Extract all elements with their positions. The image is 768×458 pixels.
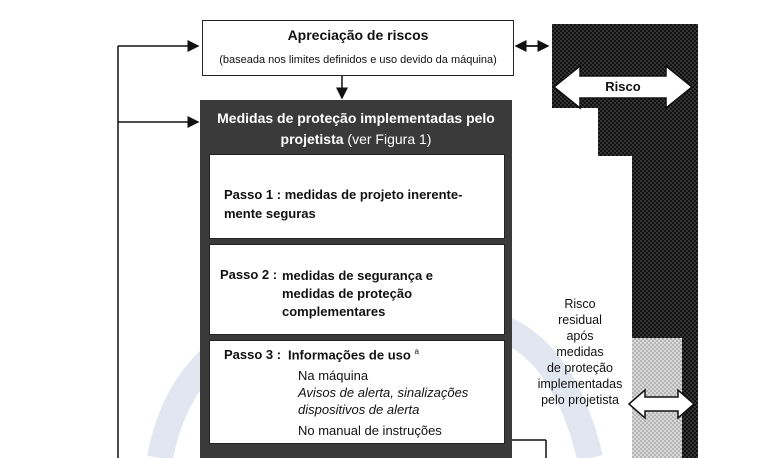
risk-label: Risco (605, 79, 641, 94)
step2-text-line2: medidas de proteção (282, 286, 413, 301)
residual-risk-line4: medidas (556, 345, 604, 359)
step3-item2-line2: dispositivos de alerta (298, 402, 420, 417)
residual-risk-text (524, 296, 636, 408)
step2-text-line3: complementares (282, 304, 386, 319)
step3-title: Informações de uso (288, 347, 411, 363)
designer-measures-title-line1: Medidas de proteção implementadas pelo (217, 110, 495, 126)
residual-risk-line7: pelo projetista (541, 393, 619, 407)
step1-line1 (224, 185, 462, 204)
residual-risk-line5: de proteção (546, 361, 614, 375)
step2-box (209, 244, 505, 335)
designer-measures-title-bold: projetista (280, 131, 344, 147)
step1-text-line2: mente seguras (224, 206, 316, 221)
step1-text-line1: medidas de projeto inerente- (284, 187, 463, 202)
risk-assessment-box (202, 20, 514, 76)
residual-risk-line2: residual (558, 313, 602, 327)
step3-item2-line1: Avisos de alerta, sinalizações (298, 385, 469, 400)
residual-risk-line1: Risco (564, 297, 596, 311)
residual-risk-line6: implementadas (537, 377, 623, 391)
step3-superscript: a (414, 347, 419, 356)
step1-content (224, 185, 462, 223)
step3-item3: No manual de instruções (298, 423, 442, 438)
residual-risk-line3: após (566, 329, 594, 343)
step3-box (209, 340, 505, 444)
designer-measures-title (200, 108, 512, 150)
step1-box (209, 154, 505, 239)
step3-title-wrap (288, 347, 419, 362)
step3-items (298, 367, 468, 418)
step2-label: Passo 2 : (220, 267, 278, 282)
step2-text-line1: medidas de segurança e (282, 268, 434, 283)
risk-assessment-subtitle: (baseada nos limites definidos e uso devido da máquina) (219, 54, 497, 66)
step3-item1: Na máquina (298, 368, 369, 383)
step3-label: Passo 3 : (224, 347, 282, 362)
step1-label: Passo 1 : (224, 187, 282, 202)
designer-measures-title-line2 (200, 129, 512, 150)
risk-assessment-title: Apreciação de riscos (287, 27, 429, 43)
designer-measures-title-ref: (ver Figura 1) (343, 131, 432, 147)
step2-text (282, 267, 433, 321)
